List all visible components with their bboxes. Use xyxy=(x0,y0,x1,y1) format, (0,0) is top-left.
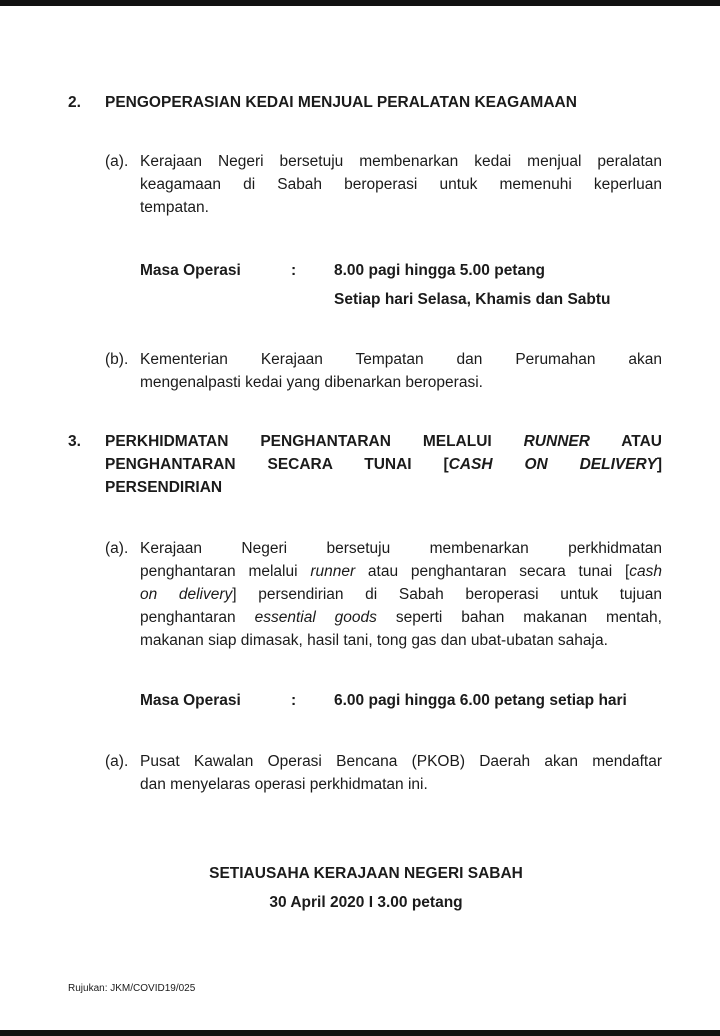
section-3-title-line-1: PERKHIDMATAN PENGHANTARAN MELALUI RUNNER ATAU xyxy=(105,433,662,450)
section-3-hours-label: Masa Operasi xyxy=(140,692,241,709)
section-2-hours-label: Masa Operasi xyxy=(140,262,241,279)
section-2-a-label: (a). xyxy=(105,153,129,170)
section-3-c-line-2: dan menyelaras operasi perkhidmatan ini. xyxy=(140,776,428,793)
section-2-a-line-2: keagamaan di Sabah beroperasi untuk memenuhi keperluan xyxy=(140,176,662,193)
section-3-c-line-1: Pusat Kawalan Operasi Bencana (PKOB) Daerah akan mendaftar xyxy=(140,753,662,770)
section-3-title xyxy=(105,430,662,499)
section-3-a-label: (a). xyxy=(105,540,129,557)
section-3-title-line-3: PERSENDIRIAN xyxy=(105,479,223,496)
top-border xyxy=(0,0,720,6)
section-2-a-paragraph xyxy=(140,150,662,219)
section-3-a-line-1: Kerajaan Negeri bersetuju membenarkan perkhidmatan xyxy=(140,540,662,557)
signature-organization: SETIAUSAHA KERAJAAN NEGERI SABAH xyxy=(209,865,523,882)
section-2-b-paragraph xyxy=(140,348,662,394)
section-3-hours-value: 6.00 pagi hingga 6.00 petang setiap hari xyxy=(334,692,627,709)
section-2-hours-value: 8.00 pagi hingga 5.00 petang xyxy=(334,262,546,279)
section-3-a-paragraph xyxy=(140,537,662,652)
reference-number: Rujukan: JKM/COVID19/025 xyxy=(68,983,196,994)
section-3-a-line-2: penghantaran melalui runner atau penghantaran secara tunai [cash xyxy=(140,563,662,580)
section-3-a-line-3: on delivery] persendirian di Sabah beroperasi untuk tujuan xyxy=(140,586,662,603)
bottom-border xyxy=(0,1030,720,1036)
section-3-c-paragraph xyxy=(140,750,662,796)
section-2-title: PENGOPERASIAN KEDAI MENJUAL PERALATAN KEAGAMAAN xyxy=(105,94,577,111)
section-2-number: 2. xyxy=(68,94,81,111)
section-2-b-label: (b). xyxy=(105,351,129,368)
section-2-a-line-1: Kerajaan Negeri bersetuju membenarkan kedai menjual peralatan xyxy=(140,153,662,170)
section-3-c-label: (a). xyxy=(105,753,129,770)
section-3-number: 3. xyxy=(68,433,81,450)
section-3-a-line-5: makanan siap dimasak, hasil tani, tong gas dan ubat-ubatan sahaja. xyxy=(140,632,608,649)
section-2-a-line-3: tempatan. xyxy=(140,199,209,216)
section-2-b-line-1: Kementerian Kerajaan Tempatan dan Perumahan akan xyxy=(140,351,662,368)
section-2-hours-colon: : xyxy=(291,262,297,279)
section-3-hours-colon: : xyxy=(291,692,297,709)
section-3-title-line-2: PENGHANTARAN SECARA TUNAI [CASH ON DELIVERY] xyxy=(105,456,662,473)
signature-date: 30 April 2020 I 3.00 petang xyxy=(269,894,463,911)
section-2-days-value: Setiap hari Selasa, Khamis dan Sabtu xyxy=(334,291,611,308)
section-3-a-line-4: penghantaran essential goods seperti bahan makanan mentah, xyxy=(140,609,662,626)
section-2-b-line-2: mengenalpasti kedai yang dibenarkan beroperasi. xyxy=(140,374,483,391)
